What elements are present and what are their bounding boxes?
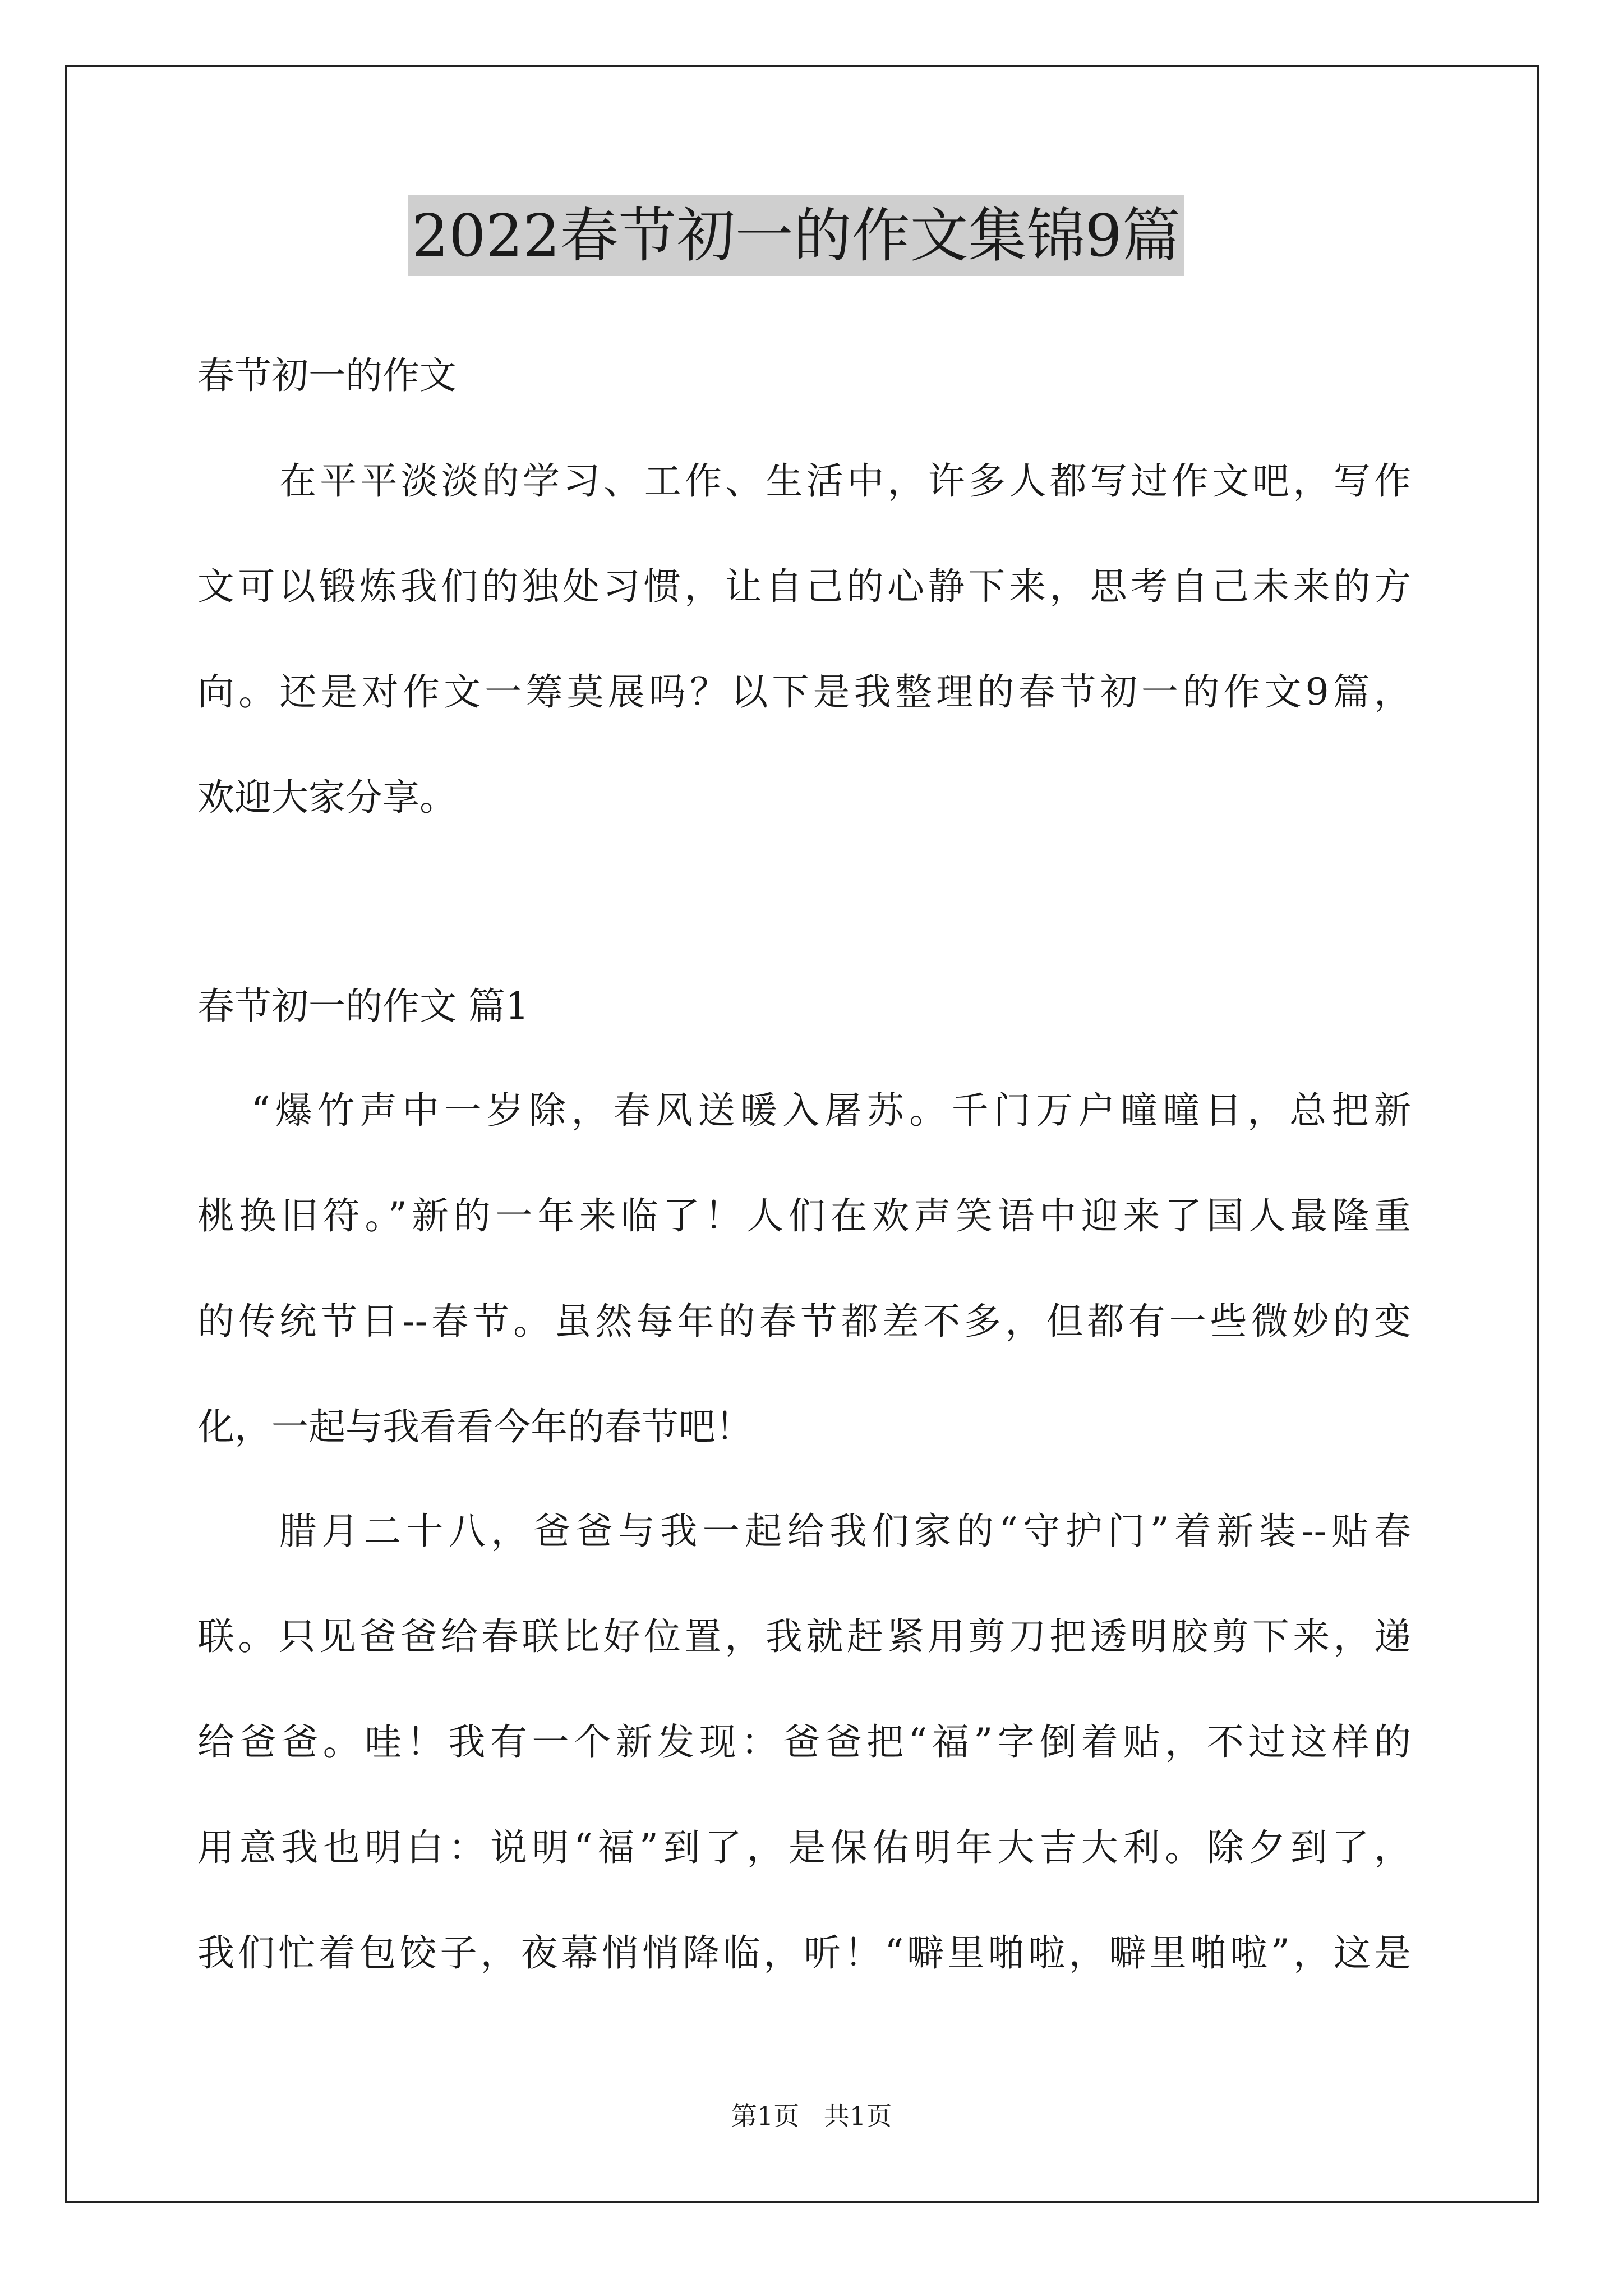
- intro-line-3: 向。还是对作文一筹莫展吗？以下是我整理的春节初一的作文9篇，: [197, 670, 1411, 714]
- article-1-p1-line-4: 化，一起与我看看今年的春节吧！: [197, 1405, 753, 1448]
- intro-line-4: 欢迎大家分享。: [197, 776, 457, 819]
- article-1-p2-line-2: 联。只见爸爸给春联比好位置，我就赶紧用剪刀把透明胶剪下来，递: [197, 1615, 1411, 1658]
- page-number-footer: 第1页 共1页: [731, 2101, 892, 2131]
- article-1-p2-line-3: 给爸爸。哇！我有一个新发现：爸爸把“福”字倒着贴，不过这样的: [197, 1720, 1411, 1764]
- article-1-p1-line-2: 桃换旧符。”新的一年来临了！人们在欢声笑语中迎来了国人最隆重: [197, 1194, 1411, 1237]
- intro-heading: 春节初一的作文: [197, 354, 457, 397]
- document-title: 2022春节初一的作文集锦9篇: [408, 195, 1184, 276]
- intro-line-1: 在平平淡淡的学习、工作、生活中，许多人都写过作文吧，写作: [279, 459, 1411, 503]
- article-1-p1-line-3: 的传统节日--春节。虽然每年的春节都差不多，但都有一些微妙的变: [197, 1300, 1411, 1343]
- article-1-p1-line-1: “爆竹声中一岁除，春风送暖入屠苏。千门万户曈曈日，总把新: [251, 1089, 1411, 1132]
- intro-line-2: 文可以锻炼我们的独处习惯，让自己的心静下来，思考自己未来的方: [197, 565, 1411, 608]
- article-1-heading: 春节初一的作文 篇1: [197, 984, 529, 1028]
- article-1-p2-line-1: 腊月二十八，爸爸与我一起给我们家的“守护门”着新装--贴春: [279, 1510, 1411, 1553]
- article-1-p2-line-4: 用意我也明白：说明“福”到了，是保佑明年大吉大利。除夕到了，: [197, 1826, 1411, 1869]
- article-1-p2-line-5: 我们忙着包饺子，夜幕悄悄降临，听！“噼里啪啦，噼里啪啦”，这是: [197, 1931, 1411, 1975]
